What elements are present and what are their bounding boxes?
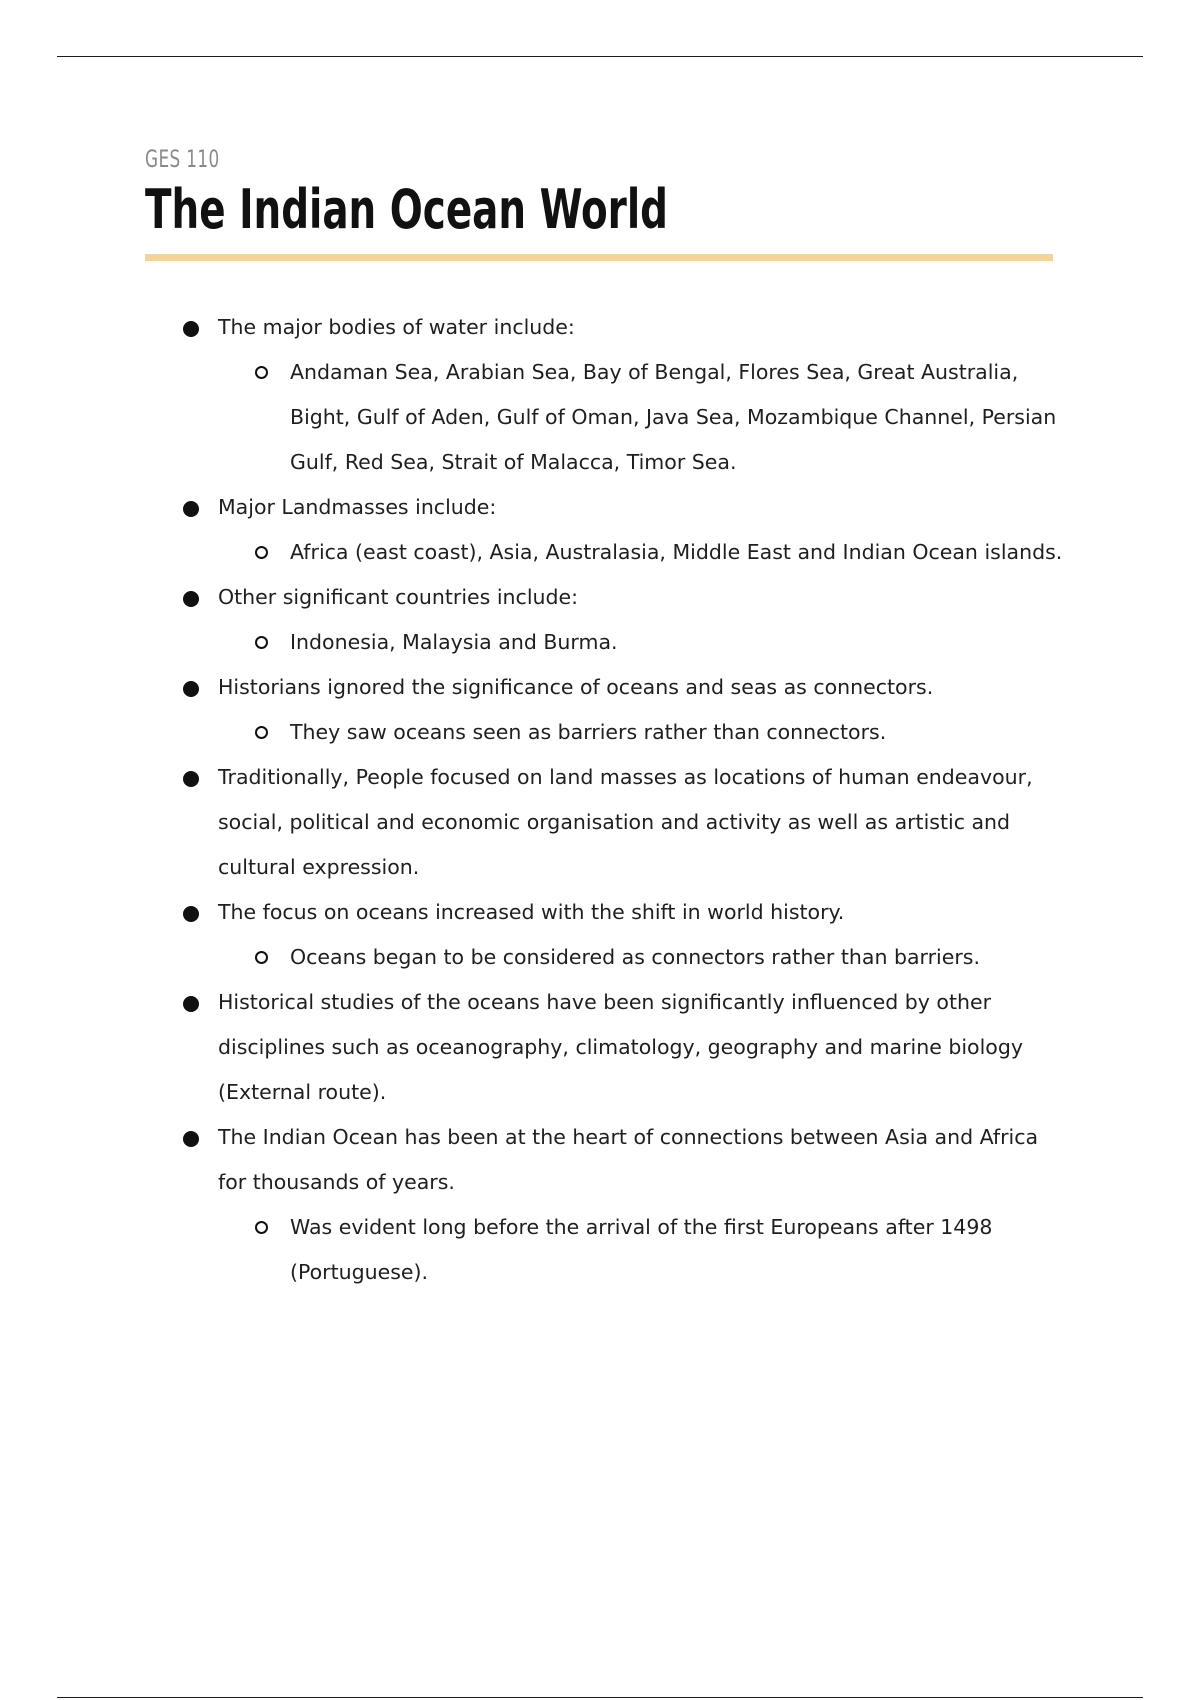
hollow-bullet-icon [255,366,268,379]
list-item-text: Historical studies of the oceans have been significantly influenced by other disciplines such as oceanography, climatology, geography and marine biology (External route). [218,990,1023,1104]
list-item-text: Africa (east coast), Asia, Australasia, Middle East and Indian Ocean islands. [290,540,1063,564]
list-item [0,485,1048,530]
list-item [0,575,1048,620]
list-item-text: Indonesia, Malaysia and Burma. [290,630,618,654]
filled-bullet-icon [183,681,199,697]
title-underline [145,254,1053,261]
list-item [0,305,1048,350]
sub-list-item [0,620,1058,665]
list-item-text: Oceans began to be considered as connectors rather than barriers. [290,945,980,969]
list-item-text: Historians ignored the significance of oceans and seas as connectors. [218,675,934,699]
sub-list-item [0,530,1063,575]
list-item-text: Was evident long before the arrival of the first Europeans after 1498 (Portuguese). [290,1215,993,1284]
filled-bullet-icon [183,996,199,1012]
page-title: The Indian Ocean World [145,178,668,241]
filled-bullet-icon [183,321,199,337]
list-item-text: The focus on oceans increased with the shift in world history. [218,900,845,924]
list-item [0,980,1048,1115]
sub-list-item [0,1205,1058,1295]
list-item-text: Andaman Sea, Arabian Sea, Bay of Bengal, Flores Sea, Great Australia, Bight, Gulf of Aden, Gulf of Oman, Java Sea, Mozambique Channel, Persian Gulf, Red Sea, Strait of Malacca, Timor Sea. [290,360,1057,474]
list-item-text: The major bodies of water include: [218,315,575,339]
filled-bullet-icon [183,591,199,607]
filled-bullet-icon [183,906,199,922]
sub-list-item [0,710,1058,755]
hollow-bullet-icon [255,1221,268,1234]
list-item-text: Traditionally, People focused on land masses as locations of human endeavour, social, political and economic organisation and activity as well as artistic and cultural expression. [218,765,1033,879]
sub-list-item [0,935,1058,980]
list-item [0,755,1048,890]
bottom-rule [57,1697,1143,1698]
list-item-text: Major Landmasses include: [218,495,497,519]
list-item-text: Other significant countries include: [218,585,579,609]
hollow-bullet-icon [255,726,268,739]
list-item [0,890,1048,935]
hollow-bullet-icon [255,546,268,559]
notes-list [0,305,1200,1295]
list-item-text: They saw oceans seen as barriers rather than connectors. [290,720,887,744]
filled-bullet-icon [183,771,199,787]
filled-bullet-icon [183,501,199,517]
hollow-bullet-icon [255,636,268,649]
hollow-bullet-icon [255,951,268,964]
top-rule [57,56,1143,57]
list-item-text: The Indian Ocean has been at the heart of connections between Asia and Africa for thousands of years. [218,1125,1039,1194]
sub-list-item [0,350,1058,485]
filled-bullet-icon [183,1131,199,1147]
course-code: GES 110 [145,145,220,173]
list-item [0,1115,1048,1205]
list-item [0,665,1048,710]
